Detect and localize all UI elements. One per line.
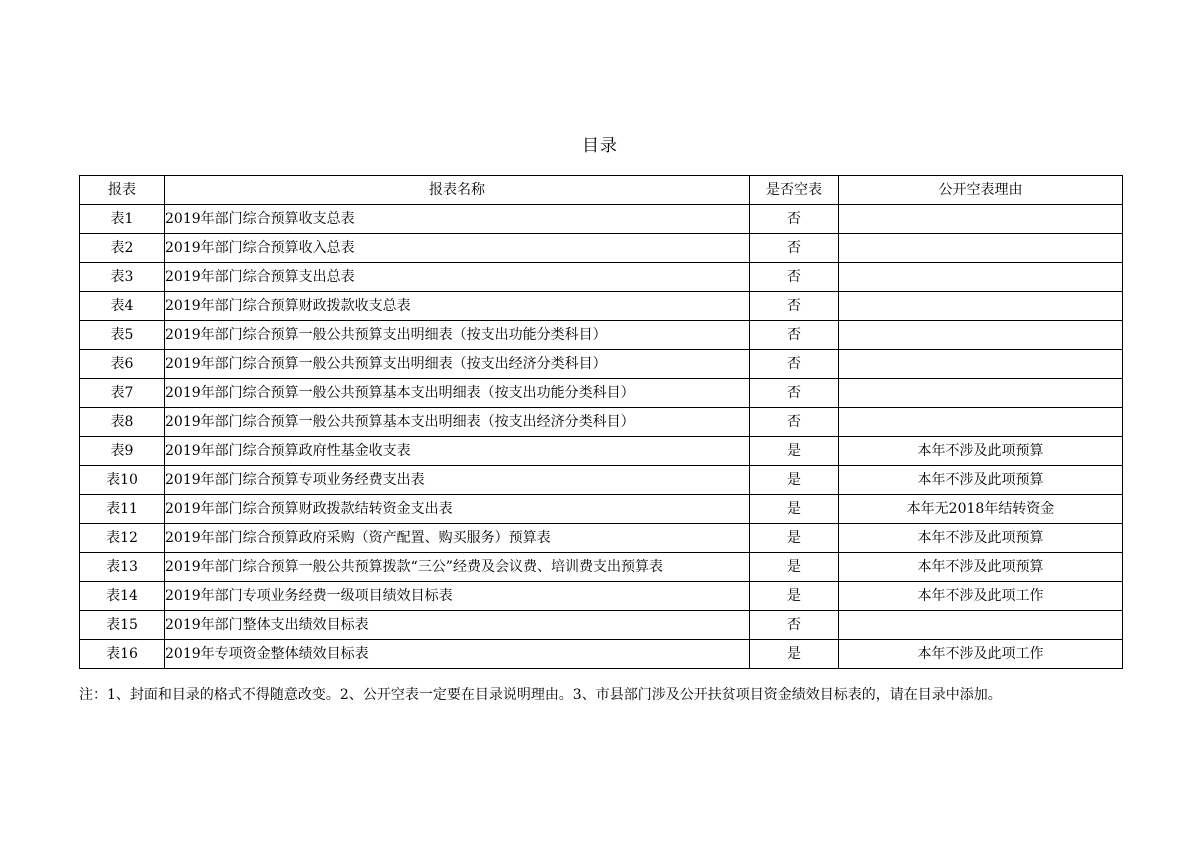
- report-name-cell: 2019年部门整体支出绩效目标表: [165, 611, 750, 640]
- empty-reason-cell: [839, 234, 1123, 263]
- report-id-cell: 表12: [80, 524, 165, 553]
- header-empty-reason: 公开空表理由: [839, 176, 1123, 205]
- empty-reason-cell: [839, 611, 1123, 640]
- table-row: [80, 553, 1123, 582]
- table-row: [80, 205, 1123, 234]
- empty-reason-cell: [839, 379, 1123, 408]
- report-name-cell: 2019年部门综合预算一般公共预算基本支出明细表（按支出经济分类科目）: [165, 408, 750, 437]
- table-row: [80, 350, 1123, 379]
- report-id-cell: 表5: [80, 321, 165, 350]
- report-id-cell: 表3: [80, 263, 165, 292]
- report-id-cell: 表10: [80, 466, 165, 495]
- empty-reason-cell: 本年不涉及此项工作: [839, 640, 1123, 669]
- table-row: [80, 263, 1123, 292]
- empty-reason-cell: 本年不涉及此项预算: [839, 553, 1123, 582]
- is-empty-cell: 否: [750, 350, 839, 379]
- report-name-cell: 2019年部门专项业务经费一级项目绩效目标表: [165, 582, 750, 611]
- report-name-cell: 2019年部门综合预算财政拨款收支总表: [165, 292, 750, 321]
- empty-reason-cell: 本年不涉及此项预算: [839, 524, 1123, 553]
- report-name-cell: 2019年部门综合预算政府采购（资产配置、购买服务）预算表: [165, 524, 750, 553]
- empty-reason-cell: [839, 408, 1123, 437]
- table-row: [80, 466, 1123, 495]
- report-id-cell: 表6: [80, 350, 165, 379]
- report-id-cell: 表16: [80, 640, 165, 669]
- empty-reason-cell: [839, 205, 1123, 234]
- is-empty-cell: 否: [750, 321, 839, 350]
- is-empty-cell: 否: [750, 611, 839, 640]
- table-row: [80, 408, 1123, 437]
- is-empty-cell: 是: [750, 495, 839, 524]
- is-empty-cell: 否: [750, 292, 839, 321]
- report-id-cell: 表13: [80, 553, 165, 582]
- empty-reason-cell: 本年不涉及此项预算: [839, 437, 1123, 466]
- is-empty-cell: 否: [750, 408, 839, 437]
- header-is-empty: 是否空表: [750, 176, 839, 205]
- is-empty-cell: 是: [750, 466, 839, 495]
- empty-reason-cell: [839, 321, 1123, 350]
- report-name-cell: 2019年部门综合预算收入总表: [165, 234, 750, 263]
- report-name-cell: 2019年部门综合预算一般公共预算支出明细表（按支出经济分类科目）: [165, 350, 750, 379]
- is-empty-cell: 否: [750, 263, 839, 292]
- report-name-cell: 2019年部门综合预算政府性基金收支表: [165, 437, 750, 466]
- empty-reason-cell: [839, 350, 1123, 379]
- report-name-cell: 2019年部门综合预算一般公共预算支出明细表（按支出功能分类科目）: [165, 321, 750, 350]
- empty-reason-cell: 本年不涉及此项预算: [839, 466, 1123, 495]
- table-row: [80, 611, 1123, 640]
- table-row: [80, 292, 1123, 321]
- empty-reason-cell: 本年不涉及此项工作: [839, 582, 1123, 611]
- is-empty-cell: 否: [750, 234, 839, 263]
- report-id-cell: 表7: [80, 379, 165, 408]
- report-name-cell: 2019年部门综合预算一般公共预算基本支出明细表（按支出功能分类科目）: [165, 379, 750, 408]
- table-row: [80, 321, 1123, 350]
- report-name-cell: 2019年部门综合预算一般公共预算拨款“三公”经费及会议费、培训费支出预算表: [165, 553, 750, 582]
- report-name-cell: 2019年部门综合预算收支总表: [165, 205, 750, 234]
- is-empty-cell: 是: [750, 524, 839, 553]
- is-empty-cell: 是: [750, 640, 839, 669]
- report-id-cell: 表8: [80, 408, 165, 437]
- table-row: [80, 640, 1123, 669]
- report-id-cell: 表4: [80, 292, 165, 321]
- is-empty-cell: 否: [750, 205, 839, 234]
- empty-reason-cell: [839, 263, 1123, 292]
- report-name-cell: 2019年部门综合预算支出总表: [165, 263, 750, 292]
- report-name-cell: 2019年部门综合预算财政拨款结转资金支出表: [165, 495, 750, 524]
- table-row: [80, 437, 1123, 466]
- report-name-cell: 2019年部门综合预算专项业务经费支出表: [165, 466, 750, 495]
- report-name-cell: 2019年专项资金整体绩效目标表: [165, 640, 750, 669]
- report-id-cell: 表9: [80, 437, 165, 466]
- empty-reason-cell: [839, 292, 1123, 321]
- is-empty-cell: 是: [750, 582, 839, 611]
- is-empty-cell: 是: [750, 437, 839, 466]
- report-id-cell: 表15: [80, 611, 165, 640]
- header-report-id: 报表: [80, 176, 165, 205]
- empty-reason-cell: 本年无2018年结转资金: [839, 495, 1123, 524]
- is-empty-cell: 是: [750, 553, 839, 582]
- table-header-row: [80, 176, 1123, 205]
- table-body: [80, 205, 1123, 669]
- table-row: [80, 524, 1123, 553]
- catalog-table: [79, 175, 1123, 669]
- table-row: [80, 379, 1123, 408]
- table-row: [80, 495, 1123, 524]
- footnote: 注：1、封面和目录的格式不得随意改变。2、公开空表一定要在目录说明理由。3、市县部门涉及公开扶贫项目资金绩效目标表的，请在目录中添加。: [79, 687, 1002, 703]
- report-id-cell: 表14: [80, 582, 165, 611]
- is-empty-cell: 否: [750, 379, 839, 408]
- page-title: 目录: [582, 136, 618, 156]
- report-id-cell: 表1: [80, 205, 165, 234]
- header-report-name: 报表名称: [165, 176, 750, 205]
- table-row: [80, 234, 1123, 263]
- table-row: [80, 582, 1123, 611]
- report-id-cell: 表11: [80, 495, 165, 524]
- report-id-cell: 表2: [80, 234, 165, 263]
